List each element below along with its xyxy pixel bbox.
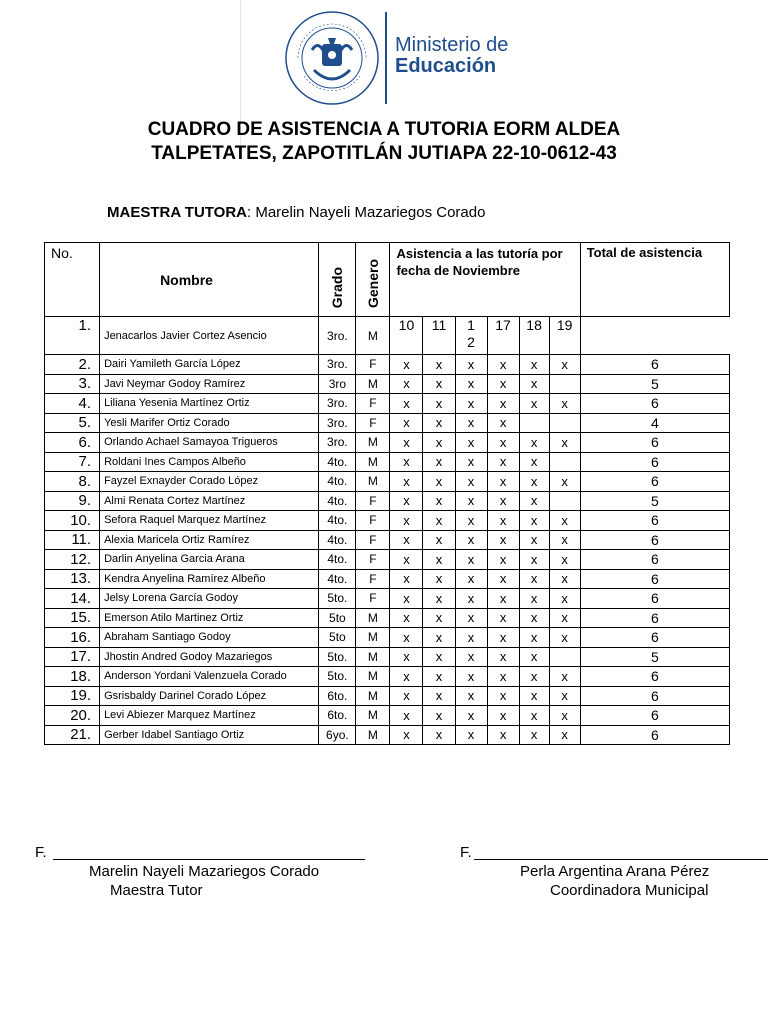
table-row <box>45 589 730 609</box>
attendance-total: 5 <box>580 374 729 394</box>
table-row <box>45 628 730 648</box>
attendance-mark: x <box>455 452 487 472</box>
attendance-mark: x <box>423 433 455 453</box>
attendance-mark: x <box>487 511 519 531</box>
row-number: 13. <box>45 569 100 589</box>
attendance-mark: x <box>423 569 455 589</box>
attendance-mark: x <box>455 433 487 453</box>
student-genero: M <box>356 667 390 687</box>
attendance-mark: x <box>423 686 455 706</box>
attendance-mark: x <box>423 394 455 414</box>
row-number: 20. <box>45 706 100 726</box>
attendance-total: 6 <box>580 550 729 570</box>
attendance-mark: x <box>455 647 487 667</box>
student-name: Levi Abiezer Marquez Martínez <box>100 706 319 726</box>
attendance-mark: x <box>455 608 487 628</box>
student-name: Orlando Achael Samayoa Trigueros <box>100 433 319 453</box>
table-row <box>45 472 730 492</box>
row-number: 4. <box>45 394 100 414</box>
student-name: Jenacarlos Javier Cortez Asencio <box>100 317 319 355</box>
student-genero: M <box>356 317 390 355</box>
student-genero: F <box>356 491 390 511</box>
attendance-mark: x <box>519 589 549 609</box>
attendance-mark <box>549 413 580 433</box>
row-number: 18. <box>45 667 100 687</box>
header-grado: Grado <box>319 243 356 317</box>
attendance-total: 6 <box>580 511 729 531</box>
table-row <box>45 511 730 531</box>
attendance-mark: x <box>390 628 423 648</box>
attendance-mark: x <box>423 355 455 375</box>
student-grado: 4to. <box>319 569 356 589</box>
attendance-mark: x <box>390 374 423 394</box>
student-grado: 5to. <box>319 589 356 609</box>
attendance-total: 6 <box>580 394 729 414</box>
student-grado: 6to. <box>319 686 356 706</box>
attendance-mark: x <box>519 608 549 628</box>
student-grado: 5to <box>319 628 356 648</box>
student-grado: 4to. <box>319 530 356 550</box>
attendance-mark: x <box>549 550 580 570</box>
student-genero: F <box>356 355 390 375</box>
attendance-mark: x <box>390 647 423 667</box>
attendance-mark: x <box>455 569 487 589</box>
student-grado: 5to <box>319 608 356 628</box>
student-genero: M <box>356 433 390 453</box>
attendance-total: 5 <box>580 647 729 667</box>
signature-left-name: Marelin Nayeli Mazariegos Corado <box>89 863 320 880</box>
student-name: Jhostin Andred Godoy Mazariegos <box>100 647 319 667</box>
tutor-label: MAESTRA TUTORA <box>107 204 247 221</box>
student-name: Alexia Maricela Ortiz Ramírez <box>100 530 319 550</box>
student-genero: M <box>356 608 390 628</box>
attendance-mark: x <box>455 472 487 492</box>
attendance-mark: x <box>519 647 549 667</box>
attendance-mark: x <box>455 589 487 609</box>
attendance-mark: x <box>487 667 519 687</box>
attendance-mark: x <box>455 491 487 511</box>
attendance-mark <box>549 647 580 667</box>
attendance-mark: x <box>390 706 423 726</box>
table-row <box>45 491 730 511</box>
attendance-mark: x <box>487 686 519 706</box>
row-number: 1. <box>45 317 100 355</box>
attendance-mark: x <box>549 628 580 648</box>
attendance-mark: x <box>519 491 549 511</box>
row-number: 9. <box>45 491 100 511</box>
row-number: 12. <box>45 550 100 570</box>
guatemala-seal-logo <box>284 10 380 106</box>
attendance-mark: x <box>487 472 519 492</box>
attendance-mark: x <box>549 530 580 550</box>
attendance-mark: x <box>423 452 455 472</box>
header-asistencia: Asistencia a las tutoría por fecha de Noviembre <box>390 243 580 317</box>
attendance-mark: x <box>390 550 423 570</box>
attendance-mark: x <box>455 530 487 550</box>
attendance-mark <box>519 413 549 433</box>
attendance-total: 6 <box>580 667 729 687</box>
attendance-mark: x <box>423 647 455 667</box>
attendance-mark: x <box>549 569 580 589</box>
attendance-mark: x <box>487 374 519 394</box>
table-row <box>45 608 730 628</box>
student-name: Almi Renata Cortez Martínez <box>100 491 319 511</box>
student-genero: F <box>356 394 390 414</box>
student-genero: F <box>356 530 390 550</box>
date-header: 17 <box>487 317 519 355</box>
attendance-mark: x <box>487 433 519 453</box>
attendance-mark: x <box>390 433 423 453</box>
signature-right-role: Coordinadora Municipal <box>550 882 709 899</box>
attendance-mark: x <box>455 667 487 687</box>
attendance-mark: x <box>549 355 580 375</box>
row-number: 2. <box>45 355 100 375</box>
student-name: Anderson Yordani Valenzuela Corado <box>100 667 319 687</box>
student-genero: M <box>356 706 390 726</box>
attendance-mark: x <box>549 589 580 609</box>
student-name: Roldani Ines Campos Albeño <box>100 452 319 472</box>
attendance-mark: x <box>423 374 455 394</box>
table-row <box>45 725 730 745</box>
student-name: Dairi Yamileth García López <box>100 355 319 375</box>
attendance-total: 4 <box>580 413 729 433</box>
attendance-mark: x <box>423 589 455 609</box>
attendance-mark: x <box>390 355 423 375</box>
attendance-total: 6 <box>580 530 729 550</box>
student-grado: 3ro. <box>319 413 356 433</box>
attendance-mark: x <box>390 452 423 472</box>
row-number: 7. <box>45 452 100 472</box>
attendance-mark: x <box>487 550 519 570</box>
attendance-mark: x <box>423 628 455 648</box>
table-row <box>45 394 730 414</box>
attendance-mark: x <box>423 725 455 745</box>
attendance-total: 6 <box>580 628 729 648</box>
signature-right-prefix: F. <box>460 844 472 861</box>
attendance-total: 6 <box>580 433 729 453</box>
student-name: Abraham Santiago Godoy <box>100 628 319 648</box>
attendance-mark: x <box>519 706 549 726</box>
attendance-mark: x <box>390 511 423 531</box>
date-header: 11 <box>423 317 455 355</box>
attendance-mark: x <box>390 413 423 433</box>
tutor-line <box>107 204 485 221</box>
attendance-mark: x <box>390 667 423 687</box>
attendance-total: 6 <box>580 686 729 706</box>
table-row <box>45 374 730 394</box>
attendance-mark: x <box>455 725 487 745</box>
document-title-line1: CUADRO DE ASISTENCIA A TUTORIA EORM ALDEA <box>147 119 621 140</box>
student-name: Jelsy Lorena García Godoy <box>100 589 319 609</box>
attendance-mark: x <box>519 530 549 550</box>
attendance-mark: x <box>549 706 580 726</box>
student-grado: 4to. <box>319 491 356 511</box>
student-genero: F <box>356 413 390 433</box>
attendance-mark: x <box>487 589 519 609</box>
row-number: 10. <box>45 511 100 531</box>
attendance-mark: x <box>487 569 519 589</box>
signature-right-name: Perla Argentina Arana Pérez <box>520 863 710 880</box>
attendance-table <box>44 242 730 745</box>
attendance-mark: x <box>455 413 487 433</box>
row-number: 21. <box>45 725 100 745</box>
table-row <box>45 530 730 550</box>
student-grado: 4to. <box>319 472 356 492</box>
student-genero: M <box>356 472 390 492</box>
header-divider <box>385 12 387 104</box>
attendance-mark <box>549 374 580 394</box>
student-grado: 3ro. <box>319 317 356 355</box>
tutor-name: Marelin Nayeli Mazariegos Corado <box>251 204 486 221</box>
attendance-mark: x <box>455 686 487 706</box>
row-number: 6. <box>45 433 100 453</box>
attendance-mark: x <box>487 452 519 472</box>
student-name: Javi Neymar Godoy Ramírez <box>100 374 319 394</box>
attendance-mark: x <box>549 725 580 745</box>
student-name: Fayzel Exnayder Corado López <box>100 472 319 492</box>
attendance-mark: x <box>549 686 580 706</box>
row-number: 16. <box>45 628 100 648</box>
table-row <box>45 647 730 667</box>
attendance-mark: x <box>519 355 549 375</box>
row-number: 15. <box>45 608 100 628</box>
header-no: No. <box>45 243 100 317</box>
attendance-mark: x <box>390 725 423 745</box>
attendance-total: 6 <box>580 452 729 472</box>
attendance-mark: x <box>487 647 519 667</box>
attendance-mark: x <box>549 433 580 453</box>
attendance-mark: x <box>455 374 487 394</box>
attendance-mark: x <box>423 550 455 570</box>
row-number: 8. <box>45 472 100 492</box>
student-genero: M <box>356 374 390 394</box>
attendance-mark: x <box>519 667 549 687</box>
student-grado: 3ro <box>319 374 356 394</box>
attendance-mark: x <box>455 511 487 531</box>
attendance-mark <box>549 452 580 472</box>
student-grado: 3ro. <box>319 355 356 375</box>
student-name: Gerber Idabel Santiago Ortiz <box>100 725 319 745</box>
table-row <box>45 452 730 472</box>
student-genero: M <box>356 452 390 472</box>
student-genero: F <box>356 569 390 589</box>
table-row <box>45 355 730 375</box>
ministry-name-line1: Ministerio de <box>395 34 509 56</box>
student-grado: 6yo. <box>319 725 356 745</box>
attendance-total: 6 <box>580 355 729 375</box>
table-row <box>45 433 730 453</box>
attendance-mark: x <box>519 433 549 453</box>
document-title-line2: TALPETATES, ZAPOTITLÁN JUTIAPA 22-10-0612-43 <box>151 143 617 164</box>
student-grado: 5to. <box>319 667 356 687</box>
student-genero: M <box>356 686 390 706</box>
attendance-total: 6 <box>580 589 729 609</box>
attendance-mark: x <box>487 413 519 433</box>
attendance-mark: x <box>390 394 423 414</box>
student-name: Sefora Raquel Marquez Martínez <box>100 511 319 531</box>
attendance-total: 6 <box>580 569 729 589</box>
row-number: 17. <box>45 647 100 667</box>
attendance-mark: x <box>390 589 423 609</box>
attendance-total: 6 <box>580 472 729 492</box>
attendance-mark: x <box>549 472 580 492</box>
attendance-mark: x <box>487 530 519 550</box>
attendance-mark: x <box>549 608 580 628</box>
attendance-total: 6 <box>580 706 729 726</box>
student-genero: F <box>356 511 390 531</box>
student-grado: 4to. <box>319 550 356 570</box>
attendance-mark: x <box>487 394 519 414</box>
attendance-mark: x <box>519 511 549 531</box>
student-grado: 5to. <box>319 647 356 667</box>
attendance-mark: x <box>519 725 549 745</box>
signature-right-line <box>474 859 768 860</box>
attendance-mark: x <box>423 472 455 492</box>
signature-left-role: Maestra Tutor <box>110 882 203 899</box>
date-header: 18 <box>519 317 549 355</box>
attendance-mark: x <box>519 628 549 648</box>
attendance-mark: x <box>519 686 549 706</box>
student-genero: F <box>356 589 390 609</box>
student-genero: M <box>356 628 390 648</box>
attendance-mark: x <box>390 491 423 511</box>
student-grado: 3ro. <box>319 394 356 414</box>
row-number: 19. <box>45 686 100 706</box>
attendance-mark: x <box>455 706 487 726</box>
row-number: 5. <box>45 413 100 433</box>
attendance-mark: x <box>423 706 455 726</box>
attendance-mark: x <box>487 355 519 375</box>
student-grado: 6to. <box>319 706 356 726</box>
student-name: Liliana Yesenia Martínez Ortiz <box>100 394 319 414</box>
attendance-mark: x <box>519 394 549 414</box>
student-name: Darlin Anyelina Garcia Arana <box>100 550 319 570</box>
attendance-mark: x <box>455 394 487 414</box>
attendance-mark: x <box>390 472 423 492</box>
attendance-total: 5 <box>580 491 729 511</box>
attendance-mark: x <box>390 686 423 706</box>
student-name: Yesli Marifer Ortiz Corado <box>100 413 319 433</box>
table-row <box>45 706 730 726</box>
attendance-mark: x <box>455 355 487 375</box>
ministry-name-line2: Educación <box>395 55 497 77</box>
table-row <box>45 686 730 706</box>
tutor-sep: : <box>247 204 252 221</box>
attendance-mark: x <box>519 550 549 570</box>
header-total: Total de asistencia <box>580 243 729 317</box>
attendance-mark: x <box>423 511 455 531</box>
attendance-mark: x <box>423 608 455 628</box>
table-row <box>45 569 730 589</box>
student-genero: M <box>356 647 390 667</box>
student-genero: F <box>356 550 390 570</box>
attendance-mark: x <box>455 550 487 570</box>
attendance-total: 6 <box>580 725 729 745</box>
signature-left-prefix: F. <box>35 844 47 861</box>
attendance-mark: x <box>549 394 580 414</box>
attendance-mark: x <box>487 706 519 726</box>
attendance-mark: x <box>423 413 455 433</box>
date-header: 10 <box>390 317 423 355</box>
attendance-mark: x <box>487 608 519 628</box>
attendance-mark <box>549 491 580 511</box>
attendance-mark: x <box>519 374 549 394</box>
signature-left-line <box>53 859 365 860</box>
attendance-total: 6 <box>580 608 729 628</box>
attendance-mark: x <box>423 667 455 687</box>
attendance-mark: x <box>455 628 487 648</box>
date-header: 1 2 <box>455 317 487 355</box>
attendance-mark: x <box>487 725 519 745</box>
attendance-mark: x <box>390 530 423 550</box>
attendance-mark: x <box>390 608 423 628</box>
student-grado: 3ro. <box>319 433 356 453</box>
table-row <box>45 667 730 687</box>
attendance-mark: x <box>519 472 549 492</box>
attendance-mark: x <box>549 667 580 687</box>
date-header: 19 <box>549 317 580 355</box>
table-row <box>45 550 730 570</box>
row-number: 3. <box>45 374 100 394</box>
header-nombre: Nombre <box>100 243 319 317</box>
attendance-mark: x <box>390 569 423 589</box>
attendance-mark: x <box>423 491 455 511</box>
table-row <box>45 413 730 433</box>
attendance-mark: x <box>519 569 549 589</box>
student-name: Kendra Anyelina Ramírez Albeño <box>100 569 319 589</box>
row-number: 11. <box>45 530 100 550</box>
student-grado: 4to. <box>319 452 356 472</box>
row-number: 14. <box>45 589 100 609</box>
attendance-mark: x <box>549 511 580 531</box>
student-grado: 4to. <box>319 511 356 531</box>
student-genero: M <box>356 725 390 745</box>
attendance-mark: x <box>519 452 549 472</box>
table-row <box>45 317 730 355</box>
student-name: Gsrisbaldy Darinel Corado López <box>100 686 319 706</box>
attendance-mark: x <box>487 491 519 511</box>
header-genero: Genero <box>356 243 390 317</box>
student-name: Emerson Atilo Martinez Ortiz <box>100 608 319 628</box>
attendance-mark: x <box>423 530 455 550</box>
attendance-mark: x <box>487 628 519 648</box>
